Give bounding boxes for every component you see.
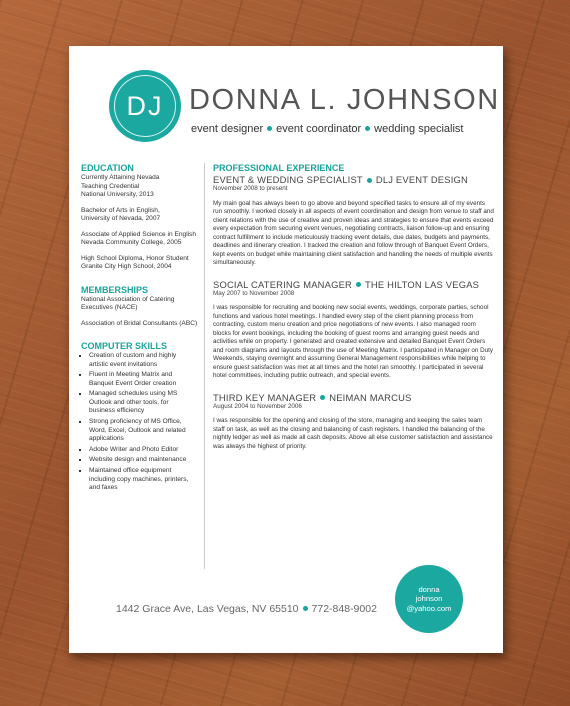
skill-line: Banquet Event Order creation	[89, 379, 177, 387]
job-entry	[213, 392, 495, 452]
role-1: event designer	[191, 123, 264, 135]
role-3: wedding specialist	[374, 123, 464, 135]
skill-line: applications	[89, 435, 124, 443]
phone: 772-848-9002	[311, 603, 377, 615]
entry-line: Nevada Community College, 2005	[81, 239, 182, 246]
skill-item	[89, 446, 201, 455]
job-position: EVENT & WEDDING SPECIALIST	[213, 174, 363, 185]
skill-line: ▪ Adobe Writer and Photo Editor	[89, 445, 179, 453]
skill-line: ▪ Maintained office equipment	[89, 467, 172, 475]
skill-line: ▪ Strong proficiency of MS Office,	[89, 418, 182, 426]
job-title-line	[213, 174, 495, 185]
skill-line: Outlook and other tools, for	[89, 398, 169, 406]
bullet-dot	[320, 395, 325, 400]
education-entry	[81, 174, 201, 200]
job-position: SOCIAL CATERING MANAGER	[213, 278, 352, 290]
monogram-badge	[109, 70, 181, 142]
entry-line: Associate of Applied Science in English	[81, 230, 197, 238]
experience-heading: PROFESSIONAL EXPERIENCE	[213, 163, 345, 173]
skill-line: Word, Excel, Outlook and related	[89, 426, 186, 434]
job-dates: November 2008 to present	[213, 185, 288, 192]
entry-line: Executives (NACE)	[81, 304, 138, 311]
bullet-dot	[356, 282, 361, 287]
left-column	[81, 163, 201, 495]
skill-item	[89, 390, 201, 416]
education-heading: EDUCATION	[81, 163, 134, 173]
skill-line: ▪ Managed schedules using MS	[89, 390, 178, 398]
job-entry	[213, 174, 495, 268]
job-dates: August 2004 to November 2006	[213, 402, 302, 410]
skill-line: ▪ Website design and maintenance	[89, 456, 187, 464]
right-column	[213, 163, 495, 462]
skill-item	[89, 371, 201, 388]
education-entry	[81, 255, 201, 272]
skill-line: business efficiency	[89, 407, 145, 415]
skill-line: ▪ Creation of custom and highly	[89, 352, 177, 359]
entry-line: National Association of Catering	[81, 295, 175, 303]
skill-line: artistic event invitations	[89, 360, 158, 368]
entry-line: High School Diploma, Honor Student	[81, 254, 189, 262]
skill-line: and faxes	[89, 484, 118, 492]
entry-line: Currently Attaining Nevada	[81, 174, 160, 181]
entry-line: National University, 2013	[81, 191, 154, 198]
job-description: My main goal has always been to go above and beyond specified tasks to ensure all of my events run smoothly. I worked closely in all aspects of event coordination and design from venue to staff and client relations with the use of creative and proven ideas and strategies to ensure that events exceed every expectation from securing event venues, negotiating contracts, liaison follow-up and ensuring contract fulfillment to include meticulously tracking event details, due dates, budgets and payments, deadlines and itinerary creation. I tracked the creation and follow through of Banquet Event Orders, kept events on budget while maintaining client satisfaction and handling the needs of multiple events simultaneously.	[213, 199, 494, 266]
skills-list	[81, 352, 201, 493]
monogram-text: DJ	[126, 90, 164, 121]
skill-item	[89, 352, 201, 369]
email-line: donna	[418, 584, 440, 594]
job-company: THE HILTON LAS VEGAS	[365, 278, 480, 290]
job-description: I was responsible for the opening and closing of the store, managing and keeping the sales team staff on task, as well as the closing and balancing of cash registers. I handled the balancing of the nightly ledger as well as made all cash deposits. Above all else customer satisfaction and assistance was always the highest of priority.	[213, 417, 493, 450]
address: 1442 Grace Ave, Las Vegas, NV 65510	[116, 603, 299, 615]
job-dates: May 2007 to November 2008	[213, 289, 295, 297]
membership-entry	[81, 320, 201, 329]
membership-entry	[81, 296, 201, 313]
job-title-line	[213, 392, 495, 403]
entry-line: Granite City High School, 2004	[81, 263, 172, 270]
skill-item	[89, 456, 201, 465]
skill-item	[89, 418, 201, 444]
resume-page	[69, 46, 503, 653]
skill-item	[89, 467, 201, 493]
computer-skills-heading: COMPUTER SKILLS	[81, 341, 168, 351]
job-company: DLJ EVENT DESIGN	[375, 174, 468, 185]
job-title-line	[213, 279, 495, 290]
email-line: @yahoo.com	[406, 603, 452, 613]
email-line: johnson	[415, 594, 443, 604]
entry-line: Bachelor of Arts in English,	[81, 206, 160, 214]
entry-line: University of Nevada, 2007	[81, 215, 161, 222]
education-entry	[81, 207, 201, 224]
skill-line: including copy machines, printers,	[89, 475, 189, 483]
bullet-dot	[267, 126, 272, 131]
role-tagline	[191, 123, 463, 135]
contact-footer	[116, 603, 377, 615]
education-entry	[81, 231, 201, 248]
candidate-name: DONNA L. JOHNSON	[189, 84, 500, 116]
email-badge	[395, 565, 463, 633]
memberships-heading: MEMBERSHIPS	[81, 284, 149, 295]
job-company: NEIMAN MARCUS	[329, 391, 412, 403]
job-entry	[213, 279, 495, 381]
skill-line: ▪ Fluent in Meeting Matrix and	[89, 371, 173, 379]
job-position: THIRD KEY MANAGER	[213, 391, 317, 403]
entry-line: Association of Bridal Consultants (ABC)	[81, 319, 198, 327]
job-description: I was responsible for recruiting and booking new social events, weddings, corporate parties, school functions and various hotel meetings. I handled every step of the client planning process from contracting, custom menu creation and price negotiations of new events. I also managed room blocks for event bookings, including the booking of guest rooms and arranging guest needs and activities while on property. I generated and created extensive and detailed Banquet Event Orders and room diagrams and layouts through the use of Meeting Matrix. I participated in Manager on Duty Weekends, staying overnight and assuming General Management responsibilities while helping to ensure guest satisfaction was met at all times and the hotel ran smoothly. I participated in several hotel committees, including public outreach, and special events.	[213, 304, 494, 379]
bullet-dot	[303, 606, 308, 611]
bullet-dot	[367, 178, 372, 183]
role-2: event coordinator	[276, 123, 362, 135]
entry-line: Teaching Credential	[81, 182, 140, 190]
bullet-dot	[365, 126, 370, 131]
column-divider	[204, 163, 205, 569]
